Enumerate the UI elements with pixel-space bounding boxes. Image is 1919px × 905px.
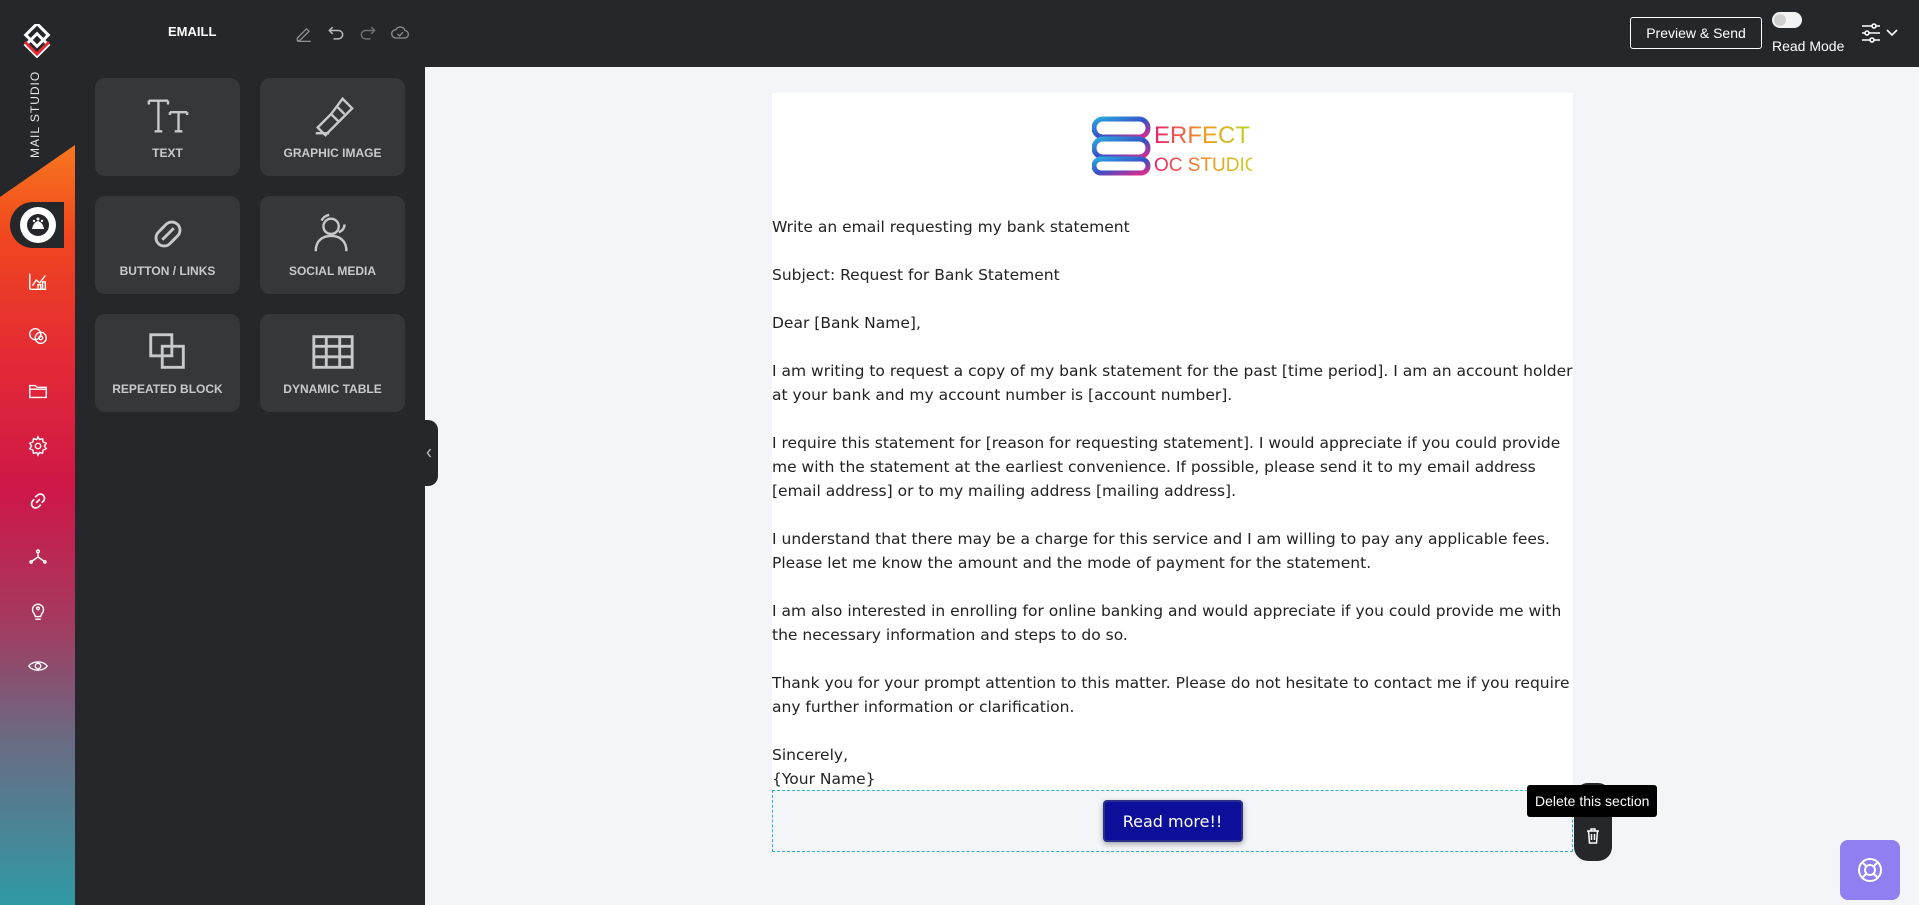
link-icon xyxy=(27,490,49,512)
email-paragraph: Dear [Bank Name], xyxy=(772,314,921,332)
email-logo[interactable] xyxy=(1092,115,1252,177)
read-mode-toggle[interactable] xyxy=(1772,12,1802,28)
rename-button[interactable] xyxy=(293,22,315,44)
cloud-save-icon xyxy=(390,23,410,43)
trash-icon xyxy=(1584,826,1602,846)
email-paragraph: Write an email requesting my bank statement xyxy=(772,218,1130,236)
email-paragraph: I am writing to request a copy of my bank statement for the past [time period]. I am an account holder at your bank and my account number is [account number]. xyxy=(772,362,1573,404)
read-more-button[interactable]: Read more!! xyxy=(1103,800,1243,842)
save-cloud-button[interactable] xyxy=(389,22,411,44)
email-signature: {Your Name} xyxy=(772,770,876,788)
eye-icon xyxy=(27,655,49,677)
logo-text-line2: OC STUDIO xyxy=(1154,155,1252,176)
button-section[interactable] xyxy=(772,790,1573,852)
perfect-doc-studio-logo-icon xyxy=(1092,115,1252,177)
sidebar-item-preview[interactable] xyxy=(25,653,51,679)
read-mode-label: Read Mode xyxy=(1772,38,1845,54)
gear-icon xyxy=(27,435,49,457)
email-body[interactable] xyxy=(772,215,1573,791)
chevron-left-icon xyxy=(425,447,433,459)
email-closing: Sincerely, xyxy=(772,746,849,764)
integration-icon xyxy=(27,545,49,567)
app-name: MAIL STUDIO xyxy=(28,70,42,158)
email-paragraph: Thank you for your prompt attention to this matter. Please do not hesitate to contact me if you require any further information or clarification. xyxy=(772,674,1570,716)
bulb-icon xyxy=(27,600,49,622)
folder-icon xyxy=(27,380,49,402)
repeated-block-icon xyxy=(145,329,191,375)
sidebar-item-links[interactable] xyxy=(25,488,51,514)
redo-button[interactable] xyxy=(357,22,379,44)
widget-social-media[interactable]: SOCIAL MEDIA xyxy=(260,196,405,294)
sidebar-item-integrations[interactable] xyxy=(25,543,51,569)
template-studio-icon xyxy=(26,213,50,237)
widget-repeated-block[interactable]: REPEATED BLOCK xyxy=(95,314,240,412)
table-icon xyxy=(310,329,356,375)
pencil-icon xyxy=(294,23,314,43)
widget-graphic-image[interactable]: GRAPHIC IMAGE xyxy=(260,78,405,176)
sidebar-item-analytics[interactable] xyxy=(25,268,51,294)
widget-button-links[interactable]: BUTTON / LINKS xyxy=(95,196,240,294)
coins-icon xyxy=(27,325,49,347)
link-icon xyxy=(145,211,191,257)
lifebuoy-icon xyxy=(1856,856,1884,884)
email-paragraph: I am also interested in enrolling for online banking and would appreciate if you could provide me with the necessary information and steps to do so. xyxy=(772,602,1562,644)
sidebar-item-credits[interactable] xyxy=(25,323,51,349)
redo-icon xyxy=(358,23,378,43)
chart-icon xyxy=(27,270,49,292)
document-title[interactable]: EMAILL xyxy=(168,24,217,39)
undo-button[interactable] xyxy=(325,22,347,44)
graphic-image-icon xyxy=(310,93,356,139)
email-paragraph: I require this statement for [reason for requesting statement]. I would appreciate if you could provide me with the statement at the earliest convenience. If possible, please send it to my email address [email address] or to my mailing address [mailing address]. xyxy=(772,434,1561,500)
logo-text-line1: ERFECT xyxy=(1154,122,1250,149)
widget-panel xyxy=(75,67,425,905)
email-paragraph: I understand that there may be a charge for this service and I am willing to pay any applicable fees. Please let me know the amount and the mode of payment for the statement. xyxy=(772,530,1550,572)
social-media-icon xyxy=(310,211,356,257)
collapse-panel-button[interactable] xyxy=(420,420,438,486)
sliders-icon xyxy=(1860,20,1900,46)
app-logo-icon[interactable] xyxy=(20,24,54,58)
rail-gradient xyxy=(0,145,75,905)
app-rail xyxy=(0,0,75,905)
chevron-down-icon xyxy=(1887,30,1897,35)
sidebar-item-files[interactable] xyxy=(25,378,51,404)
sidebar-item-settings[interactable] xyxy=(25,433,51,459)
email-canvas xyxy=(772,93,1573,790)
view-options-button[interactable] xyxy=(1860,20,1900,46)
email-paragraph: Subject: Request for Bank Statement xyxy=(772,266,1060,284)
preview-send-button[interactable]: Preview & Send xyxy=(1630,17,1762,49)
text-icon xyxy=(145,93,191,139)
top-bar xyxy=(75,0,1919,67)
delete-section-tooltip: Delete this section xyxy=(1527,785,1657,817)
help-button[interactable] xyxy=(1840,840,1900,900)
undo-icon xyxy=(326,23,346,43)
sidebar-item-ideas[interactable] xyxy=(25,598,51,624)
sidebar-item-template-studio[interactable] xyxy=(20,207,56,243)
widget-dynamic-table[interactable]: DYNAMIC TABLE xyxy=(260,314,405,412)
delete-section-button[interactable] xyxy=(1584,826,1602,846)
widget-text[interactable]: TEXT xyxy=(95,78,240,176)
